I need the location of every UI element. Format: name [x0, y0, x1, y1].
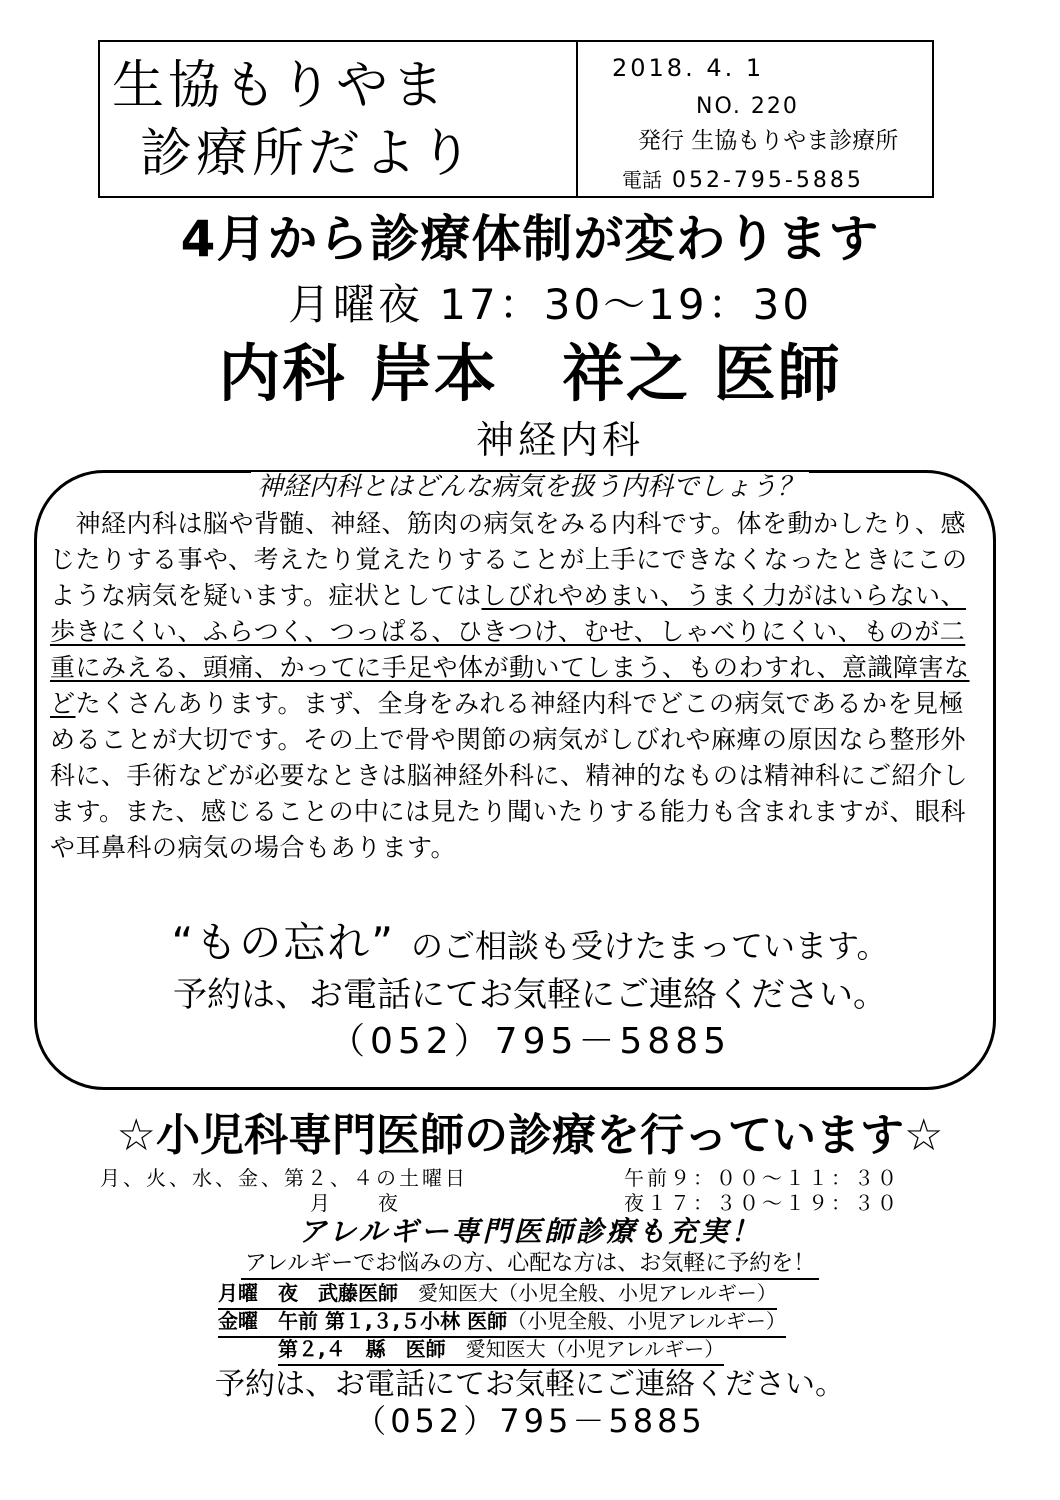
allergy-doctor-2: 金曜 午前 第１,３,５小林 医師（小児全般、小児アレルギー）: [218, 1311, 786, 1331]
ped-reserve: 予約は、お電話にてお気軽にご連絡ください。: [215, 1367, 845, 1402]
issue-date: 2018. 4. 1: [612, 54, 765, 82]
allergy-doctor-1: 月曜 夜 武藤医師 愛知医大（小児全般、小児アレルギー）: [218, 1283, 777, 1303]
box-question: 神経内科とはどんな病気を扱う内科でしょう？: [0, 474, 1060, 500]
ped-time-1: 午前９：００～１１：３０: [624, 1166, 900, 1190]
headline: 4月から診療体制が変わります: [180, 210, 880, 268]
ped-time-2: 夜１７：３０～１９：３０: [624, 1191, 900, 1215]
pediatrics-headline: ☆小児科専門医師の診療を行っています☆: [116, 1110, 944, 1161]
ped-phone: （052）795－5885: [354, 1402, 706, 1440]
newsletter-title-line1: 生協もりやま: [112, 56, 449, 116]
paragraph-text-before: 神経内科は脳や背髄、神経、筋肉の病気をみる内科です。体を動かしたり、感じたりする事や、考えたり覚えたりすることが上手にできなくなったときにこのような病気を疑います。症状としては: [50, 509, 968, 610]
box-paragraph: [50, 506, 980, 866]
issue-number: NO. 220: [696, 94, 799, 119]
specialty: 神経内科: [475, 418, 644, 462]
masthead-phone: 052-795-5885: [672, 168, 864, 193]
forget-line: [0, 918, 1060, 968]
ped-days-1: 月、火、水、金、第２、４の土曜日: [100, 1166, 468, 1190]
publisher: 発行 生協もりやま診療所: [638, 128, 899, 154]
allergy-doctor-3: 第２,４ 縣 医師 愛知医大（小児アレルギー）: [278, 1339, 724, 1359]
masthead-title-box: [100, 42, 578, 196]
allergy-subline: アレルギーでお悩みの方、心配な方は、お気軽に予約を！: [0, 1253, 1060, 1275]
schedule-time: 月曜夜 17：30～19：30: [287, 280, 813, 329]
box-reserve: 予約は、お電話にてお気軽にご連絡ください。: [173, 975, 887, 1015]
newsletter-title-line2: 診療所だより: [140, 124, 477, 184]
allergy-headline: アレルギー専門医師診療も充実！: [298, 1215, 762, 1248]
doctor-name: 内科 岸本 祥之 医師: [218, 337, 842, 410]
box-phone: （052）795－5885: [328, 1021, 732, 1062]
forget-rest: のご相談も受けたまっています。: [411, 927, 889, 965]
paragraph-symptoms: しびれやめまい、うまく力がはいらない、歩きにくい、ふらつく、つっぱる、ひきつけ、むせ、しゃべりにくい、ものが二重にみえる、頭痛、かってに手足や体が動いてしまう、ものわすれ、意識障害など: [50, 581, 970, 718]
phone-label: 電話: [622, 168, 662, 192]
forget-quote: “もの忘れ”: [171, 918, 396, 967]
ped-days-2: 月 夜: [310, 1191, 412, 1215]
paragraph-text-after: たくさんあります。まず、全身をみれる神経内科でどこの病気であるかを見極めることが大切です。その上で骨や関節の病気がしびれや麻痺の原因なら整形外科に、手術などが必要なときは脳神経外科に、精神的なものは精神科にご紹介します。また、感じることの中には見たり聞いたりする能力も含まれますが、眼科や耳鼻科の病気の場合もあります。: [50, 689, 969, 862]
masthead: [98, 40, 934, 198]
